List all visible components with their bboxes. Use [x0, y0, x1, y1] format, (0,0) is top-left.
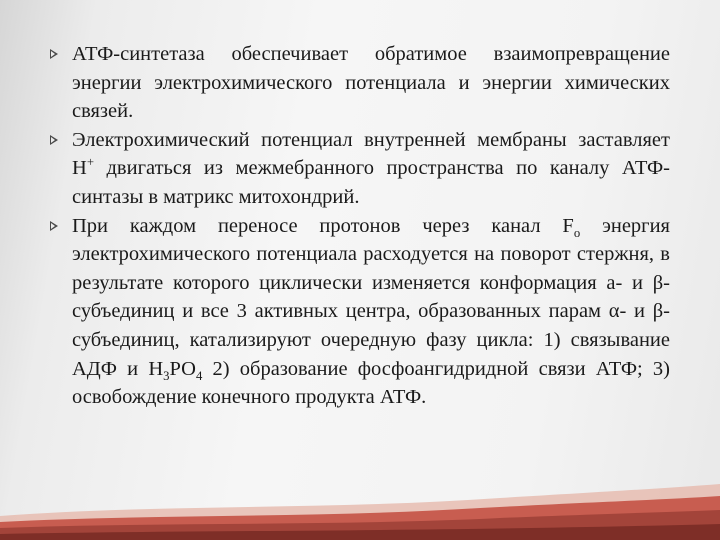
- bullet-list: [52, 40, 670, 412]
- superscript: +: [86, 155, 94, 170]
- triangle-bullet-icon: [50, 135, 58, 145]
- bullet-text: При каждом переносе протонов через канал F: [72, 214, 574, 237]
- bullet-text: энергия электрохимического потенциала расходуется на поворот стержня, в результате которого циклически изменяется конформация a- и β-субъединиц и все 3 активных центра, образованных парам α- и β-субъединиц, катализируют очередную фазу цикла: 1) связывание АДФ и Н: [72, 214, 670, 380]
- bullet-item-electrochemical-potential: [52, 126, 670, 212]
- bullet-text: Электрохимический потенциал внутренней мембраны заставляет Н: [72, 128, 670, 180]
- subscript: o: [573, 225, 581, 240]
- triangle-bullet-icon: [50, 49, 58, 59]
- bullet-item-atp-synthase: [52, 40, 670, 126]
- subscript: 4: [195, 368, 203, 383]
- decorative-wave: [0, 470, 720, 540]
- bullet-text: АТФ-синтетаза обеспечивает обратимое взаимопревращение энергии электрохимического потенциала и энергии химических связей.: [72, 43, 670, 123]
- bullet-text: двигаться из межмебранного пространства по каналу АТФ-синтазы в матрикс митохондрий.: [72, 157, 670, 208]
- subscript: 3: [163, 368, 170, 383]
- triangle-bullet-icon: [50, 221, 58, 231]
- bullet-item-proton-transfer: [52, 212, 670, 412]
- bullet-text: 2) образование фосфоангидридной связи АТФ; 3) освобождение конечного продукта АТФ.: [72, 357, 671, 409]
- bullet-text: РО: [169, 357, 196, 380]
